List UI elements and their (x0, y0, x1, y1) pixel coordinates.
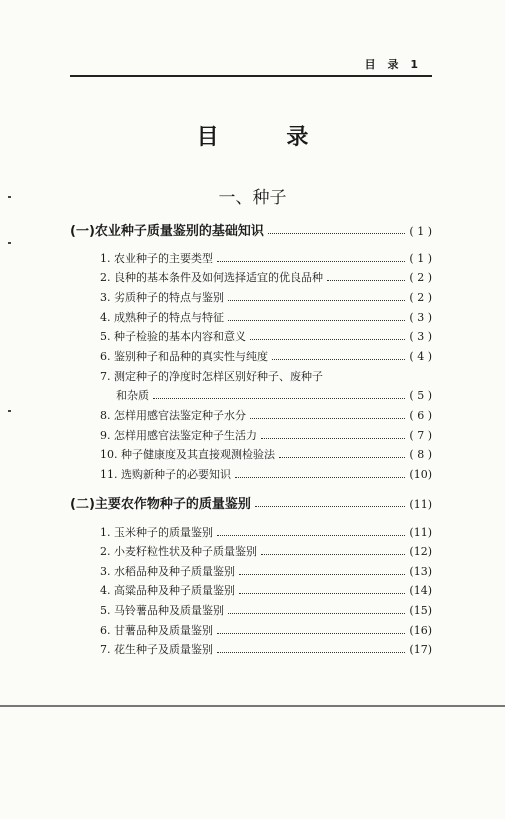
item-label: 6. 甘薯品种及质量鉴别 (100, 624, 213, 637)
leader-dots (228, 299, 405, 301)
toc-item[interactable] (100, 641, 432, 657)
leader-dots (250, 417, 405, 419)
item-label: 11. 选购新种子的必要知识 (100, 468, 231, 481)
header-rule (70, 75, 432, 77)
section-page: ( 1 ) (409, 225, 432, 238)
toc-item[interactable] (100, 348, 432, 364)
section-page: (11) (409, 498, 432, 511)
item-page: (13) (409, 565, 432, 578)
item-label: 1. 农业种子的主要类型 (100, 252, 213, 265)
leader-dots (261, 553, 405, 555)
item-page: (15) (409, 604, 432, 617)
item-page: (17) (409, 643, 432, 656)
toc-item[interactable] (100, 250, 432, 266)
running-header (70, 54, 432, 74)
item-page: ( 7 ) (409, 429, 432, 442)
leader-dots (239, 592, 405, 594)
toc-item[interactable] (100, 309, 432, 325)
scan-speck (8, 196, 11, 198)
leader-dots (217, 632, 405, 634)
item-page: (12) (409, 545, 432, 558)
item-label: 3. 水稻品种及种子质量鉴别 (100, 565, 235, 578)
item-label: 和杂质 (116, 389, 149, 402)
toc-item[interactable] (100, 622, 432, 638)
leader-dots (235, 476, 405, 478)
toc-item[interactable] (100, 582, 432, 598)
leader-dots (228, 319, 405, 321)
leader-dots (261, 437, 405, 439)
section-label: (一)农业种子质量鉴别的基础知识 (70, 224, 264, 239)
item-page: ( 5 ) (409, 389, 432, 402)
item-label: 6. 鉴别种子和品种的真实性与纯度 (100, 350, 268, 363)
item-page: ( 2 ) (409, 291, 432, 304)
toc-item[interactable] (100, 368, 432, 384)
toc-item[interactable] (100, 427, 432, 443)
item-label: 7. 花生种子及质量鉴别 (100, 643, 213, 656)
item-page: ( 2 ) (409, 271, 432, 284)
item-label: 2. 良种的基本条件及如何选择适宜的优良品种 (100, 271, 323, 284)
item-page: (10) (409, 468, 432, 481)
item-label: 1. 玉米种子的质量鉴别 (100, 526, 213, 539)
leader-dots (279, 456, 405, 458)
item-page: ( 3 ) (409, 330, 432, 343)
toc-item[interactable] (100, 446, 432, 462)
toc-item[interactable] (100, 407, 432, 423)
leader-dots (217, 651, 405, 653)
toc-item[interactable] (100, 563, 432, 579)
leader-dots (153, 397, 405, 399)
item-page: (11) (409, 526, 432, 539)
item-page: (16) (409, 624, 432, 637)
leader-dots (250, 338, 405, 340)
toc-item-continuation[interactable] (116, 387, 432, 403)
leader-dots (255, 505, 406, 507)
item-label: 9. 怎样用感官法鉴定种子生活力 (100, 429, 257, 442)
leader-dots (272, 358, 405, 360)
leader-dots (327, 279, 405, 281)
bottom-rule (0, 705, 505, 707)
leader-dots (268, 232, 406, 234)
toc-section-2[interactable] (70, 493, 432, 512)
toc-item[interactable] (100, 269, 432, 285)
item-page: (14) (409, 584, 432, 597)
item-page: ( 3 ) (409, 311, 432, 324)
section-label: (二)主要农作物种子的质量鉴别 (70, 497, 251, 512)
leader-dots (239, 573, 405, 575)
item-label: 3. 劣质种子的特点与鉴别 (100, 291, 224, 304)
header-text: 目 录 1 (364, 58, 422, 71)
item-label: 5. 种子检验的基本内容和意义 (100, 330, 246, 343)
item-label: 4. 成熟种子的特点与特征 (100, 311, 224, 324)
item-page: ( 1 ) (409, 252, 432, 265)
toc-item[interactable] (100, 543, 432, 559)
part-title: 一、种子 (218, 188, 287, 208)
item-page: ( 8 ) (409, 448, 432, 461)
toc-item[interactable] (100, 289, 432, 305)
page-title: 目 录 (196, 125, 339, 150)
item-label: 4. 高粱品种及种子质量鉴别 (100, 584, 235, 597)
item-label: 10. 种子健康度及其直接观测检验法 (100, 448, 275, 461)
leader-dots (217, 534, 405, 536)
item-page: ( 6 ) (409, 409, 432, 422)
toc-item[interactable] (100, 524, 432, 540)
toc-item[interactable] (100, 328, 432, 344)
item-label: 8. 怎样用感官法鉴定种子水分 (100, 409, 246, 422)
leader-dots (228, 612, 405, 614)
item-label: 2. 小麦籽粒性状及种子质量鉴别 (100, 545, 257, 558)
toc-item[interactable] (100, 466, 432, 482)
scan-speck (8, 242, 11, 244)
leader-dots (217, 260, 405, 262)
item-page: ( 4 ) (409, 350, 432, 363)
toc-section-1[interactable] (70, 220, 432, 239)
toc-item[interactable] (100, 602, 432, 618)
scan-speck (8, 410, 11, 412)
item-label: 5. 马铃薯品种及质量鉴别 (100, 604, 224, 617)
item-label: 7. 测定种子的净度时怎样区别好种子、废种子 (100, 370, 323, 383)
